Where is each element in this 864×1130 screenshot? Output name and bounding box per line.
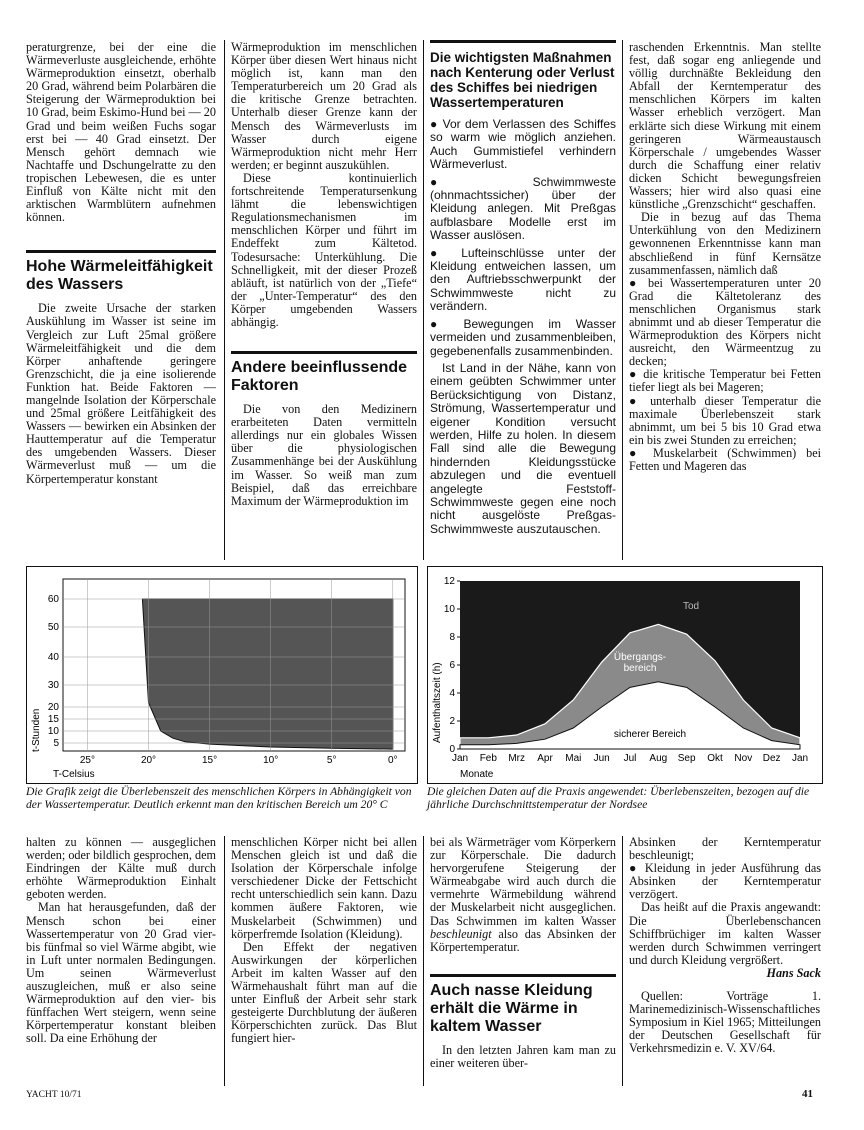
article-text: peraturgrenze, bei der eine die Wärmeverluste ausgleichende, erhöhte Wärmeproduktion einsetzt, oberhalb 20 Grad, während beim Polarbären die Steigerung der Wärmeproduktion bei 10 Grad, beim Eskimo-Hund bei — 20 Grad und beim weißen Fuchs sogar erst bei — 40 Grad einsetzt. Der Mensch gehört demnach wie Nachtaffe und Dschungelratte zu den tropischen Lebewesen, die es unter Einfluß von Kälte nicht mit den arktischen Warmblütern aufnehmen können. bbox=[26, 40, 216, 225]
x-tick-label: 5° bbox=[326, 755, 337, 766]
y-tick-label: 12 bbox=[443, 576, 455, 587]
article-text: die kritische Temperatur bei Fetten tiefer liegt als bei Mageren; bbox=[629, 367, 821, 395]
y-tick-label: 40 bbox=[47, 652, 59, 663]
article-text: bei Wassertemperaturen unter 20 Grad die Kältetoleranz des menschlichen Organismus stark abnimmt und ab dieser Temperatur die Wärmeproduktion des Körpers nicht ausreicht, den Wärmeentzug zu decken; bbox=[629, 275, 821, 369]
box-bullet: Schwimmweste (ohnmachtssicher) über der Kleidung anlegen. Mit Preßgas aufblasbare Modelle erst im Wasser auslösen. bbox=[430, 174, 616, 243]
author: Hans Sack bbox=[766, 965, 821, 980]
bullet-icon: ● bbox=[430, 174, 484, 189]
bullet-icon: ● bbox=[629, 367, 639, 382]
column-4-top bbox=[629, 41, 821, 473]
article-text: Man hat herausgefunden, daß der Mensch schon bei einer Wassertemperatur von 20 Grad vier- bis fünfmal so viel Wärme abgibt, wie in Luft unter normalen Bedingungen. Um seinen Wärmeverlust auszugleichen, muß er also seine Wärmeproduktion auf den vier- bis fünffachen Wert steigern, wenn seine Körpertemperatur konstant bleiben soll. Da eine Erhöhung der bbox=[26, 900, 216, 1046]
bullet-icon: ● bbox=[430, 117, 439, 131]
x-tick-label: Jun bbox=[593, 753, 610, 764]
y-axis-label: Aufenthaltszeit (h) bbox=[432, 662, 443, 743]
column-1-bottom bbox=[26, 836, 216, 1046]
section-heading: Hohe Wärmeleitfähigkeit des Wassers bbox=[26, 250, 216, 294]
column-rule bbox=[622, 40, 623, 560]
column-1-top bbox=[26, 41, 216, 486]
article-text: Die von den Medizinern erarbeiteten Daten vermitteln allerdings nur ein globales Wissen über die physiologischen Zusammenhänge bei der Auskühlung im Wasser. So weiß man zum Beispiel, daß das erreichbare Maximum der Wärmeproduktion im bbox=[231, 402, 417, 508]
x-tick-label: Okt bbox=[707, 753, 723, 764]
box-top-rule bbox=[430, 40, 616, 43]
box-body bbox=[430, 118, 616, 536]
article-text: halten zu können — ausgeglichen werden; oder bildlich gesprochen, dem Eindringen der Kälte muß durch erhöhte Wärmeproduktion Einhalt geboten werden. bbox=[26, 835, 216, 902]
label-transition: Übergangs- bbox=[613, 652, 667, 663]
box-title: Die wichtigsten Maßnahmen nach Kenterung oder Verlust des Schiffes bei niedrigen Wassertemperaturen bbox=[430, 50, 615, 110]
y-tick-label: 0 bbox=[449, 744, 455, 755]
y-tick-label: 50 bbox=[47, 622, 59, 633]
label-transition-2: bereich bbox=[623, 663, 657, 674]
x-tick-label: Sep bbox=[677, 753, 696, 764]
label-death: Tod bbox=[683, 601, 700, 612]
article-text: Absinken der Kerntemperatur beschleunigt; bbox=[629, 835, 821, 863]
y-tick-label: 4 bbox=[449, 688, 455, 699]
y-tick-label: 20 bbox=[47, 702, 59, 713]
y-tick-label: 8 bbox=[449, 632, 455, 643]
article-text: Das heißt auf die Praxis angewandt: Die Überlebenschancen Schiffbrüchiger im kalten Wasser werden durch Schwimmen verringert und durch Kleidung vergrößert. bbox=[629, 900, 821, 967]
article-text: menschlichen Körper nicht bei allen Menschen gleich ist und daß die Isolation der Körperschale infolge verschiedener Dicke der Fettschicht recht unterschiedlich sein kann. Dazu kommen äußere Faktoren, wie Muskelarbeit (Schwimmen) und körperfremde Isolation (Kleidung). bbox=[231, 835, 417, 941]
x-tick-label: Nov bbox=[734, 753, 753, 764]
column-rule bbox=[622, 836, 623, 1086]
survival-temperature-chart bbox=[27, 567, 417, 783]
column-4-bottom bbox=[629, 836, 821, 1056]
y-tick-label: 10 bbox=[47, 726, 59, 737]
y-tick-label: 5 bbox=[53, 738, 59, 749]
x-tick-label: 20° bbox=[140, 755, 157, 766]
page-number: 41 bbox=[802, 1088, 813, 1100]
x-tick-label: Mai bbox=[565, 753, 582, 764]
chart-right-frame bbox=[427, 566, 823, 784]
bullet-icon: ● bbox=[629, 275, 641, 290]
bullet-icon: ● bbox=[629, 393, 642, 408]
chart-left-frame bbox=[26, 566, 418, 784]
emphasis-text: beschleunigt bbox=[430, 926, 492, 941]
article-text: Muskelarbeit (Schwimmen) bei Fetten und Mageren das bbox=[629, 445, 821, 473]
section-heading: Andere beeinflussende Faktoren bbox=[231, 351, 417, 395]
y-tick-label: 10 bbox=[443, 604, 455, 615]
article-text: Die zweite Ursache der starken Auskühlung im Wasser ist seine im Vergleich zur Luft 25mal größere Wärmeleitfähigkeit und die dem Körper anhaftende geringere Grenzschicht, die ja eine isolierende Funktion hat. Beide Faktoren — mangelnde Isolation der Körperschale und 25mal größere Leitfähigkeit des Wassers — bewirken ein Absinken der Hauttemperatur auf die Temperatur des umgebenden Wassers. Dieser Wärmeverlust muß — um die Körpertemperatur konstant bbox=[26, 301, 216, 486]
y-tick-label: 30 bbox=[47, 680, 59, 691]
x-tick-label: 10° bbox=[263, 755, 279, 766]
column-rule bbox=[224, 836, 225, 1086]
survival-area bbox=[142, 599, 392, 749]
x-tick-label: Dez bbox=[762, 753, 781, 764]
column-2-top bbox=[231, 41, 417, 508]
article-text: Diese kontinuierlich fortschreitende Temperatursenkung lähmt die lebenswichtigen Regulationsmechanismen im menschlichen Körper und führt im Endeffekt zum Kältetod. Todesursache: Unterkühlung. Die Schnelligkeit, mit der dieser Prozeß abläuft, ist natürlich von der „Tiefe“ der „Unter-Temperatur“ des den Körper umgebenden Wassers abhängig. bbox=[231, 170, 417, 329]
column-2-bottom bbox=[231, 836, 417, 1046]
x-ticks bbox=[452, 753, 808, 764]
label-safe: sicherer Bereich bbox=[613, 729, 687, 740]
section-heading: Auch nasse Kleidung erhält die Wärme in kaltem Wasser bbox=[430, 974, 616, 1036]
column-rule bbox=[423, 40, 424, 560]
y-axis-label: t-Stunden bbox=[31, 708, 42, 752]
article-text: also das Absinken der Körpertemperatur. bbox=[430, 926, 616, 954]
article-text: Den Effekt der negativen Auswirkungen der körperlichen Arbeit im kalten Wasser auf den Wärmehaushalt führt man auf die unter Einfluß der Arbeit sehr stark gesteigerte Durchblutung der äußeren Körperschichten zurück. Das Blut fungiert hier- bbox=[231, 939, 417, 1046]
bullet-icon: ● bbox=[629, 861, 640, 876]
y-tick-label: 2 bbox=[449, 716, 455, 727]
x-tick-label: Jul bbox=[623, 753, 637, 764]
y-ticks bbox=[444, 576, 460, 755]
x-tick-label: Aug bbox=[649, 753, 668, 764]
measures-box bbox=[430, 50, 616, 540]
column-rule bbox=[224, 40, 225, 560]
y-tick-label: 15 bbox=[47, 714, 59, 725]
caption-right: Die gleichen Daten auf die Praxis angewendet: Überlebenszeiten, bezogen auf die jährliche Durchschnittstemperatur der Nordsee bbox=[427, 785, 810, 811]
article-text: Die in bezug auf das Thema Unterkühlung von den Medizinern gewonnenen Erkenntnisse kann man abschließend in fünf Kernsätze zusammenfassen, nämlich daß bbox=[629, 210, 821, 277]
caption-left: Die Grafik zeigt die Überlebenszeit des menschlichen Körpers in Abhängigkeit von der Wassertemperatur. Deutlich erkennt man den kritischen Bereich um 20° C bbox=[26, 785, 412, 811]
article-text: raschenden Erkenntnis. Man stellte fest, daß sogar eng anliegende und völlig durchnäßte Bekleidung den Abfall der Kerntemperatur des menschlichen Körpers im kalten Wasser erheblich verzögert. Man erklärte sich diese Wirkung mit einem geringeren Wärmeaustausch Körperschale / umgebendes Wasser durch die Schaffung einer relativ dicken Schicht bewegungsfreien Wassers; hier wird also quasi eine künstliche „Grenzschicht“ geschaffen. bbox=[629, 40, 821, 212]
footer-magazine: YACHT 10/71 bbox=[26, 1090, 82, 1100]
y-tick-label: 6 bbox=[449, 660, 455, 671]
bullet-icon: ● bbox=[430, 316, 449, 331]
column-rule bbox=[423, 836, 424, 1086]
x-tick-label: Mrz bbox=[508, 753, 526, 764]
article-text: unterhalb dieser Temperatur die maximale Überlebenszeit stark abnimmt, um bei 5 bis 10 Grad etwa ein bis zwei Stunden zu erreichen; bbox=[629, 393, 821, 447]
article-text: Kleidung in jeder Ausführung das Absinken der Kerntemperatur verzögert. bbox=[629, 861, 821, 902]
seasonal-survival-chart bbox=[428, 567, 822, 783]
x-tick-label: Apr bbox=[537, 753, 553, 764]
box-paragraph: Ist Land in der Nähe, kann von einem geübten Schwimmer unter Berücksichtigung von Distanz, Strömung, Wassertemperatur und eigener Kondition versucht werden, Hilfe zu holen. In diesem Fall sind alle die Bewegung hindernden Kleidungsstücke abzulegen und die eventuell angelegte Feststoff-Schwimmweste gegen eine noch nicht ausgelöste Preßgas-Schwimmweste auszutauschen. bbox=[430, 360, 616, 536]
article-text: Wärmeproduktion im menschlichen Körper über diesen Wert hinaus nicht möglich ist, kann man den Temperaturbereich um 20 Grad als die kritische Grenze betrachten. Unterhalb dieser Grenze kann der Mensch des Wärmeverlusts im Wasser durch eigene Wärmeproduktion nicht mehr Herr werden; er beginnt auszukühlen. bbox=[231, 40, 417, 172]
article-text: bei als Wärmeträger vom Körperkern zur Körperschale. Die dadurch hervorgerufene Steigerung der Wärmeabgabe wird auch durch die vermehrte Wärmebildung während der Muskelarbeit nicht ausgeglichen. Das Schwimmen im kalten Wasser bbox=[430, 835, 616, 928]
sources: Quellen: Vorträge 1. Marinemedizinisch-Wissenschaftliches Symposium in Kiel 1965; Mitteilungen der Deutschen Gesellschaft für Verkehrsmedizin e. V. XV/64. bbox=[629, 989, 821, 1056]
x-tick-label: Jan bbox=[451, 753, 469, 764]
column-3-bottom bbox=[430, 836, 616, 1070]
y-tick-label: 60 bbox=[47, 594, 59, 605]
x-axis-label: T-Celsius bbox=[53, 769, 95, 780]
x-tick-label: Jan bbox=[791, 753, 809, 764]
article-text: In den letzten Jahren kam man zu einer weiteren über- bbox=[430, 1042, 616, 1070]
bullet-icon: ● bbox=[629, 445, 644, 460]
x-tick-label: 25° bbox=[79, 755, 95, 766]
box-bullet: Bewegungen im Wasser vermeiden und zusammenbleiben, gegebenenfalls zusammenbinden. bbox=[430, 316, 616, 358]
box-bullet: Vor dem Verlassen des Schiffes so warm wie möglich anziehen. Auch Gummistiefel verhindern Wärmeverlust. bbox=[430, 117, 616, 172]
box-bullet: Lufteinschlüsse unter der Kleidung entweichen lassen, um den Auftriebsschwerpunkt der Schwimmweste nicht zu verändern. bbox=[430, 245, 616, 314]
x-tick-label: Feb bbox=[479, 753, 497, 764]
x-tick-label: 15° bbox=[202, 755, 218, 766]
x-tick-label: 0° bbox=[388, 755, 398, 766]
bullet-icon: ● bbox=[430, 245, 448, 260]
x-axis-label: Monate bbox=[460, 769, 494, 780]
